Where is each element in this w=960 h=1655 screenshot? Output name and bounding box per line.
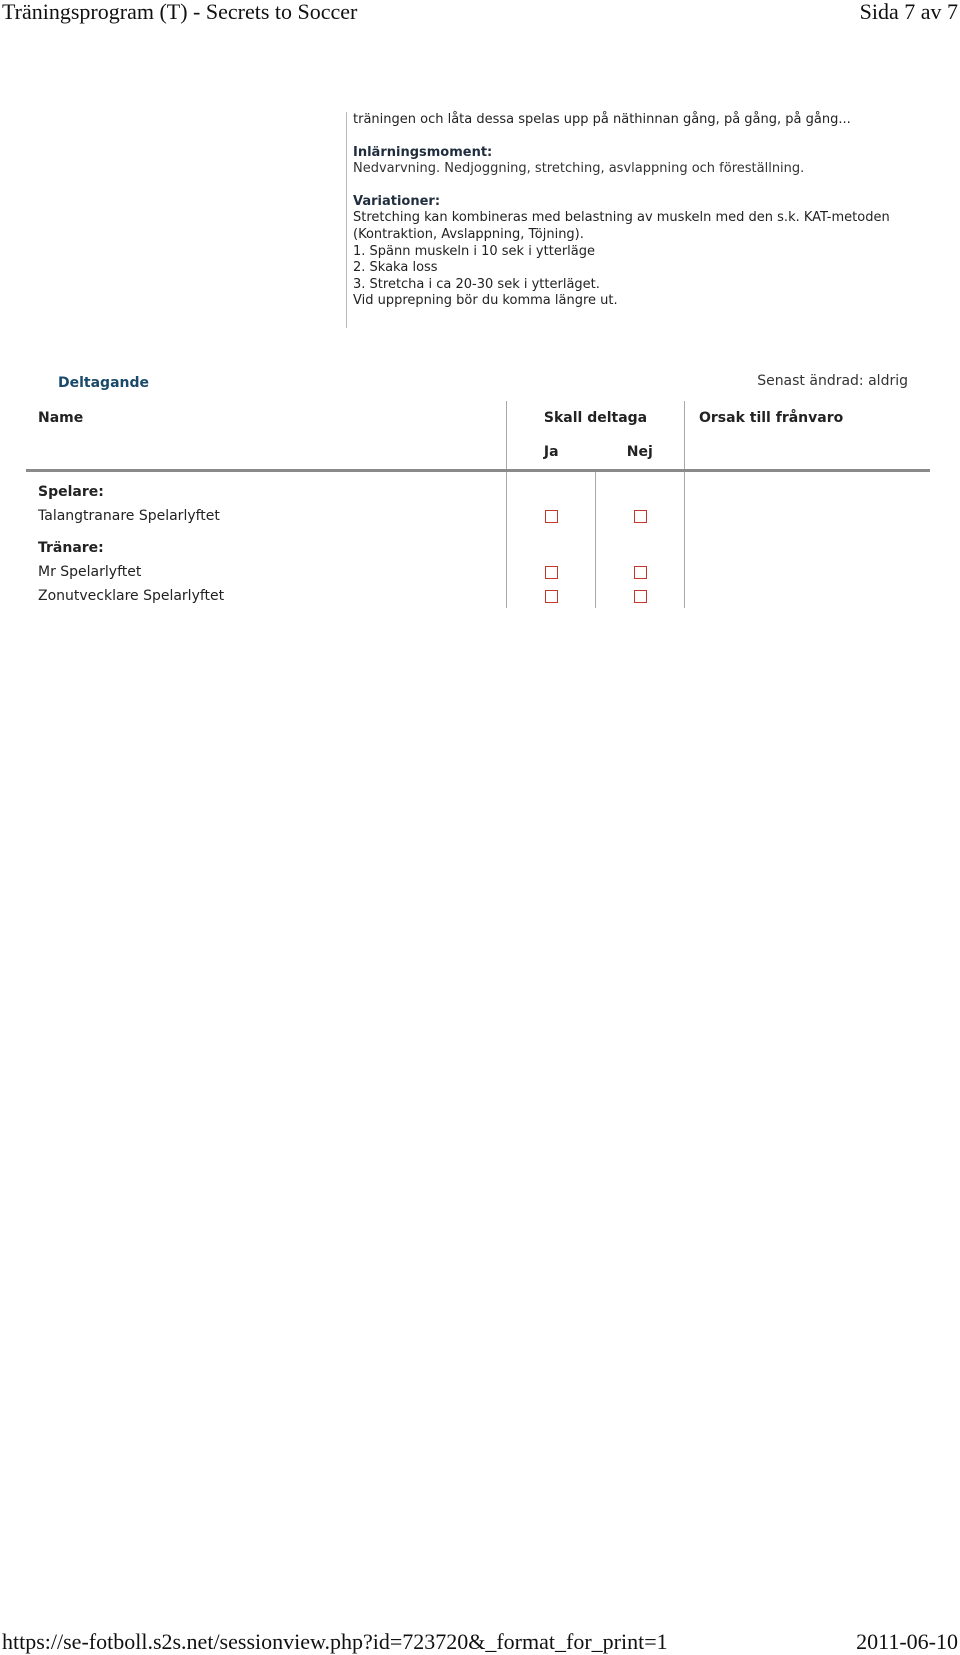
variations-label: Variationer: — [353, 193, 441, 209]
member-name: Zonutvecklare Spelarlyftet — [38, 588, 225, 604]
attendance-title: Deltagande — [58, 375, 150, 391]
table-row — [26, 560, 930, 584]
col-yes-header: Ja — [507, 435, 596, 471]
print-header — [0, 0, 960, 25]
group-row — [26, 471, 930, 505]
table-row — [26, 584, 930, 608]
group-label: Spelare: — [38, 484, 104, 500]
page-number: Sida 7 av 7 — [859, 0, 958, 24]
member-name: Talangtranare Spelarlyftet — [38, 508, 220, 524]
variations-text: Stretching kan kombineras med belastning av muskeln med den s.k. KAT-metoden (Kontraktion, Avslappning, Töjning). — [353, 210, 890, 242]
description-line: träningen och låta dessa spelas upp på näthinnan gång, på gång, på gång... — [353, 112, 851, 127]
member-name: Mr Spelarlyftet — [38, 564, 142, 580]
footer-url: https://se-fotboll.s2s.net/sessionview.php?id=723720&_format_for_print=1 — [2, 1629, 668, 1654]
col-name-header: Name — [38, 410, 84, 426]
no-checkbox[interactable] — [634, 510, 647, 523]
last-changed: Senast ändrad: aldrig — [757, 373, 908, 389]
group-label: Tränare: — [38, 540, 104, 556]
no-checkbox[interactable] — [634, 590, 647, 603]
step-3: 3. Stretcha i ca 20-30 sek i ytterläget. — [353, 276, 600, 292]
reason-cell — [685, 504, 931, 528]
no-checkbox[interactable] — [634, 566, 647, 579]
print-footer — [0, 1629, 960, 1655]
document-title: Träningsprogram (T) - Secrets to Soccer — [2, 0, 358, 24]
group-row — [26, 528, 930, 560]
col-participate-header: Skall deltaga — [507, 401, 685, 435]
attendance-table — [26, 401, 930, 608]
step-4: Vid upprepning bör du komma längre ut. — [353, 293, 618, 309]
step-2: 2. Skaka loss — [353, 260, 438, 276]
yes-checkbox[interactable] — [545, 590, 558, 603]
col-no-header: Nej — [596, 435, 685, 471]
yes-checkbox[interactable] — [545, 510, 558, 523]
step-1: 1. Spänn muskeln i 10 sek i ytterläge — [353, 243, 595, 259]
yes-checkbox[interactable] — [545, 566, 558, 579]
footer-date: 2011-06-10 — [856, 1629, 958, 1654]
exercise-description — [346, 112, 913, 328]
reason-cell — [685, 560, 931, 584]
col-reason-header: Orsak till frånvaro — [685, 401, 931, 435]
learning-label: Inlärningsmoment: — [353, 144, 493, 160]
reason-cell — [685, 584, 931, 608]
table-row — [26, 504, 930, 528]
learning-text: Nedvarvning. Nedjoggning, stretching, asvlappning och föreställning. — [353, 161, 805, 177]
